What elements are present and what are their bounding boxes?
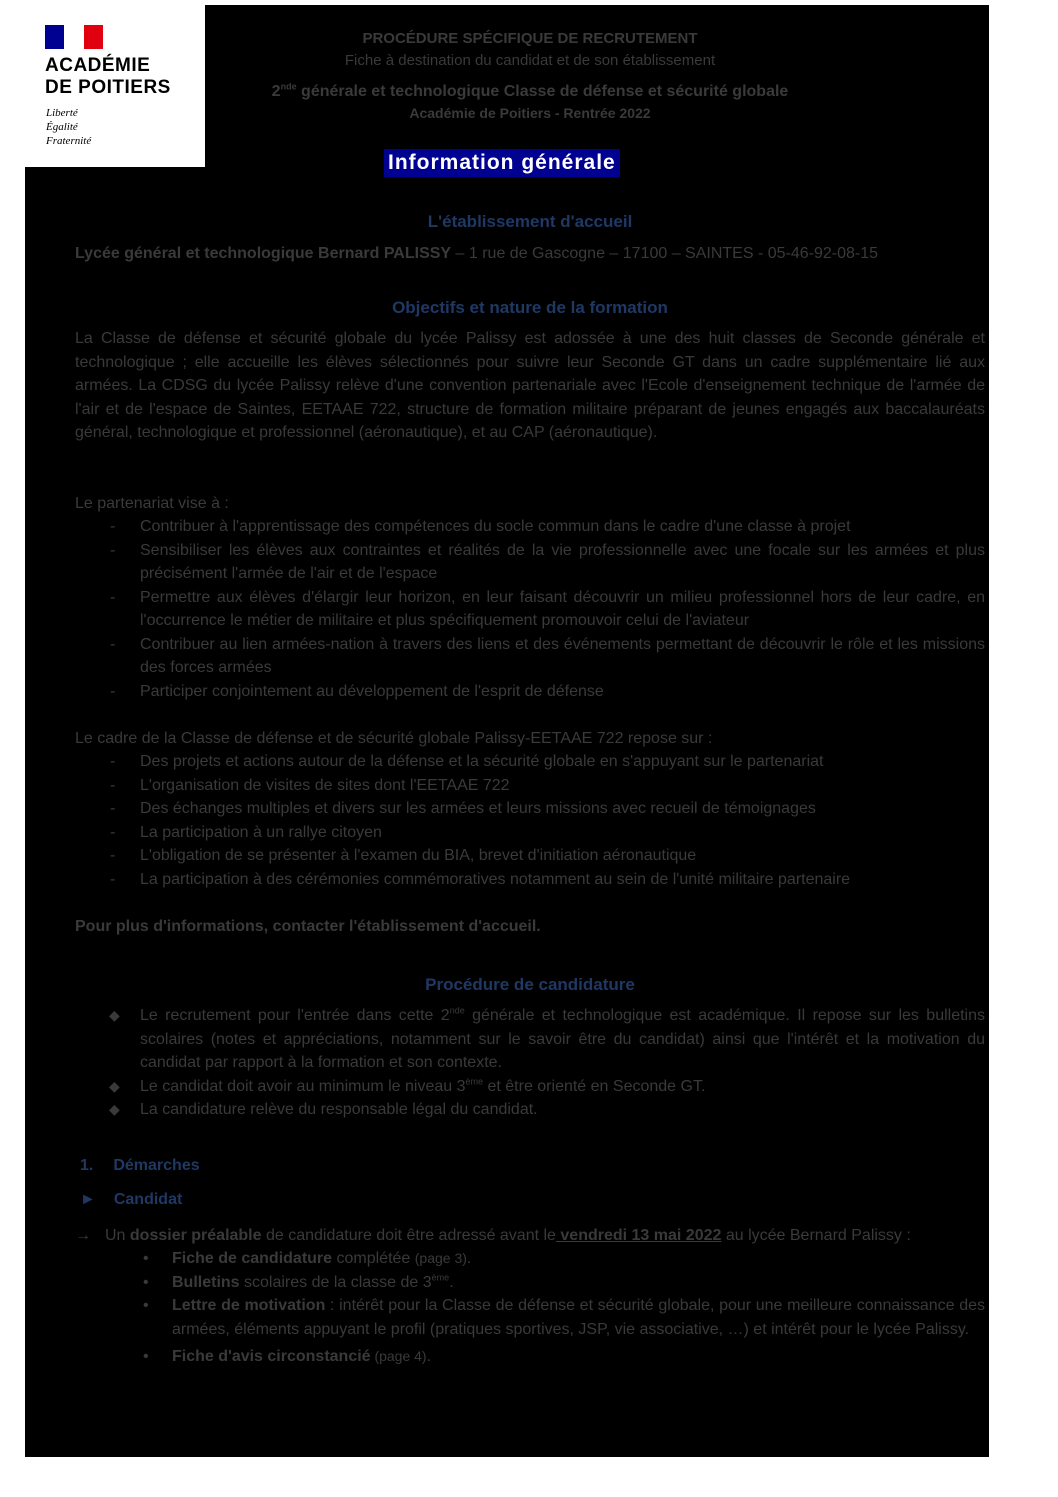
header-session: Académie de Poitiers - Rentrée 2022 (409, 105, 651, 121)
list-item: ◆ Le recrutement pour l'entrée dans cette 2nde générale et technologique est académique. Il repose sur les bulletins scolaires (notes et appréciations, notamment sur le savoir être du candidat) ainsi que l'intérêt et la motivation du candidat par rapport à la formation et son contexte. (109, 1005, 985, 1071)
objectifs-paragraph: La Classe de défense et sécurité globale du lycée Palissy est adossée à une des huit classes de Seconde générale et technologique ; elle accueille les élèves sélectionnés pour suivre leur Seconde GT dans un cadre supplémentaire lié aux armées. La CDSG du lycée Palissy relève d'une convention partenariale avec l'Ecole d'enseignement technique de l'armée de l'air et de l'espace de Saintes, EETAAE 722, structure de formation militaire préparant de jeunes engagés aux baccalauréats général, technologique et professionnel (aéronautique), et au CAP (aéronautique). (75, 330, 985, 441)
list-item: - L'obligation de se présenter à l'examen du BIA, brevet d'initiation aéronautique (75, 844, 985, 868)
logo-motto: Liberté Égalité Fraternité (46, 107, 92, 147)
diamond-bullet-icon: ◆ (109, 1077, 120, 1094)
list-item: - Contribuer à l'apprentissage des compétences du socle commun dans le cadre d'une classe à projet (75, 515, 985, 539)
cadre-list (75, 750, 985, 891)
list-item: • Fiche d'avis circonstancié (page 4). (75, 1345, 985, 1369)
list-item: - Permettre aux élèves d'élargir leur horizon, en leur faisant découvrir un milieu professionnel hors de leur cadre, en l'occurrence le métier de militaire et plus spécifiquement promouvoir celui de l'aviateur (75, 586, 985, 633)
list-item: • Fiche de candidature complétée (page 3). (75, 1247, 985, 1271)
list-item: - Sensibiliser les élèves aux contraintes et réalités de la vie professionnelle avec une focale sur les armées et plus précisément l'armée de l'air et de l'espace (75, 539, 985, 586)
cadre-intro: Le cadre de la Classe de défense et de sécurité globale Palissy-EETAAE 722 repose sur : (75, 730, 713, 747)
logo-name: ACADÉMIE DE POITIERS (45, 55, 171, 98)
list-item: - Participer conjointement au développement de l'esprit de défense (75, 680, 985, 704)
section-procedure-title: Procédure de candidature (425, 975, 635, 994)
list-item: • Lettre de motivation : intérêt pour la Classe de défense et sécurité globale, pour une meilleure connaissance des armées, éléments appuyant le profil (pratiques sportives, JSP, vie associative, …) et intérêt pour le lycée Palissy. (75, 1294, 985, 1341)
dossier-line: → Un dossier préalable de candidature doit être adressé avant le vendredi 13 mai 2022 au lycée Bernard Palissy : (75, 1227, 911, 1244)
list-item: • Bulletins scolaires de la classe de 3ème. (75, 1271, 985, 1295)
list-item: - L'organisation de visites de sites dont l'EETAAE 722 (75, 774, 985, 798)
section-etablissement-title: L'établissement d'accueil (427, 212, 633, 231)
header-class-title: 2nde générale et technologique Classe de défense et sécurité globale (271, 81, 789, 100)
marianne-flag-icon (45, 25, 103, 49)
candidat-heading: ► Candidat (80, 1191, 183, 1208)
demarches-heading: 1. Démarches (80, 1157, 200, 1174)
list-item: - La participation à un rallye citoyen (75, 821, 985, 845)
academie-logo (25, 5, 205, 167)
dossier-list (75, 1247, 985, 1369)
list-item: - Des projets et actions autour de la défense et la sécurité globale en s'appuyant sur le partenariat (75, 750, 985, 774)
list-item: ◆ La candidature relève du responsable légal du candidat. (75, 1098, 985, 1122)
etablissement-line: Lycée général et technologique Bernard PALISSY – 1 rue de Gascogne – 17100 – SAINTES - 05-46-92-08-15 (75, 245, 879, 262)
arrow-icon: → (75, 1227, 91, 1244)
header-procedure: PROCÉDURE SPÉCIFIQUE DE RECRUTEMENT (362, 30, 698, 47)
triangle-marker-icon: ► (80, 1191, 96, 1208)
list-item: - Contribuer au lien armées-nation à travers des liens et des événements permettant de découvrir le rôle et les missions des forces armées (75, 633, 985, 680)
list-item: - Des échanges multiples et divers sur les armées et leurs missions avec recueil de témoignages (75, 797, 985, 821)
list-item: - La participation à des cérémonies commémoratives notamment au sein de l'unité militaire partenaire (75, 868, 985, 892)
procedure-list (75, 1004, 985, 1122)
info-title: Information générale (384, 149, 620, 177)
diamond-bullet-icon: ◆ (109, 1007, 120, 1023)
list-item: ◆ Le candidat doit avoir au minimum le niveau 3ème et être orienté en Seconde GT. (75, 1075, 985, 1099)
header-subtitle: Fiche à destination du candidat et de son établissement (344, 52, 716, 69)
diamond-bullet-icon: ◆ (109, 1101, 120, 1117)
section-objectifs-title: Objectifs et nature de la formation (392, 298, 668, 317)
partenariat-list (75, 515, 985, 703)
contact-line: Pour plus d'informations, contacter l'établissement d'accueil. (75, 918, 541, 935)
partenariat-intro: Le partenariat vise à : (75, 495, 229, 512)
